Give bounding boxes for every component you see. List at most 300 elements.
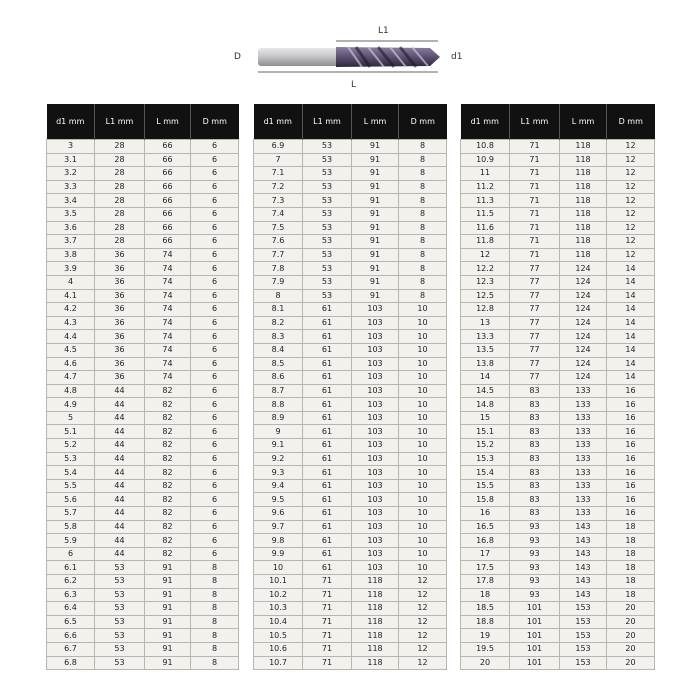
table-cell: 14 — [607, 289, 655, 303]
table-cell: 8 — [191, 615, 239, 629]
table-row — [254, 602, 447, 616]
column-header: D mm — [607, 104, 655, 140]
table-cell: 10 — [399, 466, 447, 480]
table-row — [254, 140, 447, 154]
table-cell: 20 — [607, 629, 655, 643]
table-row — [254, 534, 447, 548]
table-cell: 6 — [191, 425, 239, 439]
table-cell: 133 — [560, 439, 607, 453]
table-cell: 66 — [145, 207, 191, 221]
table-cell: 14 — [607, 343, 655, 357]
table-cell: 8.7 — [254, 384, 303, 398]
table-cell: 103 — [352, 384, 399, 398]
table-row — [254, 275, 447, 289]
table-cell: 82 — [145, 493, 191, 507]
table-cell: 91 — [145, 629, 191, 643]
table-cell: 133 — [560, 425, 607, 439]
table-row — [47, 629, 239, 643]
table-cell: 103 — [352, 493, 399, 507]
table-cell: 17.8 — [461, 575, 510, 589]
table-cell: 5.3 — [47, 452, 95, 466]
table-cell: 13.5 — [461, 343, 510, 357]
table-cell: 82 — [145, 479, 191, 493]
column-header: L mm — [145, 104, 191, 140]
table-cell: 18 — [607, 534, 655, 548]
table-cell: 71 — [510, 207, 560, 221]
table-cell: 124 — [560, 303, 607, 317]
table-cell: 4.1 — [47, 289, 95, 303]
table-cell: 82 — [145, 466, 191, 480]
table-cell: 36 — [95, 371, 145, 385]
table-cell: 82 — [145, 439, 191, 453]
table-cell: 8 — [399, 180, 447, 194]
table-cell: 6.8 — [47, 656, 95, 670]
table-cell: 6 — [191, 248, 239, 262]
table-cell: 28 — [95, 235, 145, 249]
table-row — [254, 575, 447, 589]
table-cell: 66 — [145, 167, 191, 181]
table-row — [254, 343, 447, 357]
table-row — [254, 561, 447, 575]
table-cell: 14.5 — [461, 384, 510, 398]
table-cell: 10 — [399, 425, 447, 439]
table-cell: 101 — [510, 615, 560, 629]
table-cell: 16.8 — [461, 534, 510, 548]
table-cell: 36 — [95, 275, 145, 289]
table-row — [254, 656, 447, 670]
table-cell: 4.2 — [47, 303, 95, 317]
table-cell: 77 — [510, 262, 560, 276]
table-cell: 124 — [560, 262, 607, 276]
table-cell: 14 — [607, 303, 655, 317]
table-row — [254, 384, 447, 398]
table-cell: 6 — [191, 180, 239, 194]
table-row — [47, 289, 239, 303]
table-cell: 7.4 — [254, 207, 303, 221]
table-cell: 103 — [352, 425, 399, 439]
table-cell: 118 — [352, 629, 399, 643]
table-cell: 6 — [191, 466, 239, 480]
table-cell: 118 — [352, 602, 399, 616]
table-cell: 7.8 — [254, 262, 303, 276]
table-cell: 44 — [95, 547, 145, 561]
table-cell: 82 — [145, 425, 191, 439]
table-row — [47, 248, 239, 262]
table-cell: 17 — [461, 547, 510, 561]
table-cell: 53 — [303, 153, 352, 167]
table-cell: 91 — [352, 262, 399, 276]
table-cell: 11.5 — [461, 207, 510, 221]
table-row — [47, 602, 239, 616]
table-cell: 14 — [607, 357, 655, 371]
table-cell: 10.9 — [461, 153, 510, 167]
table-cell: 36 — [95, 262, 145, 276]
table-cell: 77 — [510, 289, 560, 303]
table-cell: 74 — [145, 248, 191, 262]
table-cell: 103 — [352, 534, 399, 548]
table-row — [461, 235, 655, 249]
table-row — [461, 656, 655, 670]
table-cell: 36 — [95, 303, 145, 317]
table-cell: 36 — [95, 316, 145, 330]
table-cell: 77 — [510, 343, 560, 357]
table-cell: 82 — [145, 507, 191, 521]
table-cell: 91 — [352, 235, 399, 249]
table-row — [47, 575, 239, 589]
table-cell: 82 — [145, 411, 191, 425]
table-row — [461, 167, 655, 181]
table-cell: 61 — [303, 303, 352, 317]
table-cell: 5.1 — [47, 425, 95, 439]
table-cell: 93 — [510, 588, 560, 602]
table-cell: 8 — [399, 153, 447, 167]
table-cell: 8 — [399, 248, 447, 262]
table-cell: 71 — [510, 180, 560, 194]
table-cell: 8 — [399, 140, 447, 154]
table-row — [461, 140, 655, 154]
table-cell: 10 — [399, 507, 447, 521]
table-cell: 103 — [352, 452, 399, 466]
table-cell: 77 — [510, 275, 560, 289]
table-row — [47, 330, 239, 344]
table-cell: 12 — [399, 642, 447, 656]
table-cell: 18 — [607, 575, 655, 589]
table-cell: 103 — [352, 316, 399, 330]
table-cell: 44 — [95, 439, 145, 453]
table-cell: 10 — [399, 547, 447, 561]
table-cell: 77 — [510, 330, 560, 344]
table-cell: 14 — [607, 275, 655, 289]
table-cell: 53 — [303, 140, 352, 154]
table-cell: 12 — [607, 235, 655, 249]
table-cell: 103 — [352, 439, 399, 453]
table-cell: 10 — [399, 316, 447, 330]
table-cell: 61 — [303, 316, 352, 330]
table-cell: 28 — [95, 140, 145, 154]
table-cell: 93 — [510, 520, 560, 534]
table-cell: 14 — [607, 316, 655, 330]
table-cell: 13.8 — [461, 357, 510, 371]
table-cell: 103 — [352, 303, 399, 317]
table-row — [47, 411, 239, 425]
table-cell: 16.5 — [461, 520, 510, 534]
table-row — [254, 615, 447, 629]
table-cell: 83 — [510, 398, 560, 412]
table-cell: 124 — [560, 330, 607, 344]
table-cell: 101 — [510, 642, 560, 656]
table-row — [461, 575, 655, 589]
table-cell: 15.2 — [461, 439, 510, 453]
table-cell: 133 — [560, 493, 607, 507]
table-cell: 91 — [145, 602, 191, 616]
label-l: L — [351, 80, 357, 90]
table-cell: 53 — [303, 194, 352, 208]
table-cell: 91 — [352, 275, 399, 289]
table-cell: 143 — [560, 534, 607, 548]
table-row — [254, 479, 447, 493]
table-cell: 44 — [95, 384, 145, 398]
table-cell: 71 — [303, 602, 352, 616]
table-cell: 91 — [145, 588, 191, 602]
table-row — [461, 194, 655, 208]
table-cell: 15.1 — [461, 425, 510, 439]
table-cell: 12 — [607, 221, 655, 235]
table-row — [461, 507, 655, 521]
table-cell: 4 — [47, 275, 95, 289]
table-cell: 124 — [560, 343, 607, 357]
table-cell: 7 — [254, 153, 303, 167]
table-cell: 44 — [95, 493, 145, 507]
table-cell: 8 — [399, 262, 447, 276]
table-cell: 82 — [145, 547, 191, 561]
label-l1: L1 — [378, 26, 389, 36]
table-cell: 6 — [191, 207, 239, 221]
table-cell: 10.5 — [254, 629, 303, 643]
table-cell: 7.3 — [254, 194, 303, 208]
table-cell: 12 — [399, 575, 447, 589]
table-cell: 12.5 — [461, 289, 510, 303]
table-cell: 8.5 — [254, 357, 303, 371]
table-cell: 28 — [95, 221, 145, 235]
table-cell: 74 — [145, 371, 191, 385]
table-cell: 16 — [607, 398, 655, 412]
table-row — [254, 547, 447, 561]
table-cell: 10 — [399, 398, 447, 412]
table-cell: 12 — [607, 140, 655, 154]
table-cell: 9.7 — [254, 520, 303, 534]
table-cell: 9 — [254, 425, 303, 439]
table-row — [47, 167, 239, 181]
table-cell: 12 — [461, 248, 510, 262]
table-cell: 103 — [352, 411, 399, 425]
table-cell: 77 — [510, 357, 560, 371]
table-cell: 103 — [352, 371, 399, 385]
table-cell: 15.4 — [461, 466, 510, 480]
table-cell: 28 — [95, 180, 145, 194]
table-row — [254, 289, 447, 303]
table-cell: 103 — [352, 479, 399, 493]
table-cell: 6.5 — [47, 615, 95, 629]
table-cell: 118 — [352, 642, 399, 656]
table-cell: 4.9 — [47, 398, 95, 412]
table-cell: 6 — [191, 153, 239, 167]
table-cell: 53 — [303, 275, 352, 289]
table-cell: 82 — [145, 534, 191, 548]
column-header: L mm — [560, 104, 607, 140]
table-cell: 11 — [461, 167, 510, 181]
table-cell: 118 — [560, 153, 607, 167]
table-row — [461, 642, 655, 656]
table-cell: 3.8 — [47, 248, 95, 262]
table-row — [254, 466, 447, 480]
table-row — [461, 479, 655, 493]
column-header: D mm — [399, 104, 447, 140]
table-cell: 83 — [510, 452, 560, 466]
table-cell: 91 — [145, 656, 191, 670]
table-cell: 133 — [560, 384, 607, 398]
table-cell: 118 — [560, 235, 607, 249]
table-cell: 7.9 — [254, 275, 303, 289]
table-row — [461, 153, 655, 167]
table-row — [254, 330, 447, 344]
table-cell: 9.5 — [254, 493, 303, 507]
table-cell: 4.5 — [47, 343, 95, 357]
table-row — [461, 615, 655, 629]
table-row — [47, 398, 239, 412]
table-cell: 143 — [560, 520, 607, 534]
table-row — [461, 221, 655, 235]
label-d: D — [234, 52, 241, 62]
table-cell: 133 — [560, 411, 607, 425]
table-cell: 77 — [510, 371, 560, 385]
table-cell: 8.3 — [254, 330, 303, 344]
table-row — [461, 384, 655, 398]
table-cell: 44 — [95, 425, 145, 439]
table-row — [47, 343, 239, 357]
table-cell: 10 — [399, 439, 447, 453]
table-cell: 4.6 — [47, 357, 95, 371]
table-cell: 13.3 — [461, 330, 510, 344]
table-row — [461, 357, 655, 371]
table-cell: 20 — [607, 656, 655, 670]
table-cell: 74 — [145, 275, 191, 289]
table-row — [47, 384, 239, 398]
table-cell: 3.2 — [47, 167, 95, 181]
table-cell: 6.7 — [47, 642, 95, 656]
table-cell: 9.1 — [254, 439, 303, 453]
table-cell: 71 — [510, 235, 560, 249]
table-cell: 6 — [191, 289, 239, 303]
table-row — [47, 656, 239, 670]
table-cell: 66 — [145, 153, 191, 167]
table-cell: 6 — [191, 357, 239, 371]
table-cell: 6 — [191, 140, 239, 154]
table-cell: 91 — [352, 194, 399, 208]
table-cell: 12 — [399, 615, 447, 629]
table-cell: 53 — [95, 629, 145, 643]
table-cell: 93 — [510, 575, 560, 589]
table-cell: 44 — [95, 398, 145, 412]
table-row — [47, 507, 239, 521]
table-cell: 16 — [607, 466, 655, 480]
table-cell: 103 — [352, 398, 399, 412]
table-cell: 91 — [352, 180, 399, 194]
table-cell: 4.3 — [47, 316, 95, 330]
table-cell: 19.5 — [461, 642, 510, 656]
table-row — [47, 235, 239, 249]
table-row — [254, 493, 447, 507]
table-cell: 12 — [607, 248, 655, 262]
table-cell: 12 — [607, 167, 655, 181]
table-cell: 20 — [607, 602, 655, 616]
table-cell: 53 — [95, 602, 145, 616]
table-cell: 18.5 — [461, 602, 510, 616]
table-row — [461, 275, 655, 289]
table-row — [461, 534, 655, 548]
table-cell: 6 — [191, 262, 239, 276]
table-cell: 14 — [607, 262, 655, 276]
table-cell: 15.5 — [461, 479, 510, 493]
table-cell: 143 — [560, 588, 607, 602]
table-header-row — [461, 104, 655, 140]
table-cell: 82 — [145, 398, 191, 412]
table-row — [461, 207, 655, 221]
table-cell: 53 — [303, 180, 352, 194]
table-row — [47, 303, 239, 317]
column-header: L1 mm — [95, 104, 145, 140]
table-cell: 61 — [303, 479, 352, 493]
table-cell: 53 — [303, 221, 352, 235]
table-cell: 6 — [47, 547, 95, 561]
table-cell: 10 — [399, 303, 447, 317]
table-cell: 5.2 — [47, 439, 95, 453]
table-cell: 143 — [560, 561, 607, 575]
table-row — [461, 371, 655, 385]
table-cell: 16 — [607, 479, 655, 493]
table-row — [254, 411, 447, 425]
table-cell: 4.7 — [47, 371, 95, 385]
table-cell: 36 — [95, 357, 145, 371]
table-cell: 77 — [510, 303, 560, 317]
table-cell: 14 — [461, 371, 510, 385]
table-cell: 74 — [145, 343, 191, 357]
table-cell: 91 — [352, 207, 399, 221]
table-cell: 61 — [303, 452, 352, 466]
column-header: L1 mm — [303, 104, 352, 140]
table-cell: 5 — [47, 411, 95, 425]
table-cell: 8 — [399, 167, 447, 181]
table-cell: 66 — [145, 140, 191, 154]
table-cell: 6.9 — [254, 140, 303, 154]
table-cell: 16 — [607, 507, 655, 521]
label-d1: d1 — [451, 52, 463, 62]
table-cell: 71 — [510, 153, 560, 167]
table-cell: 8 — [399, 235, 447, 249]
table-cell: 3.1 — [47, 153, 95, 167]
table-cell: 133 — [560, 398, 607, 412]
table-cell: 6 — [191, 411, 239, 425]
table-row — [47, 371, 239, 385]
table-cell: 10 — [399, 452, 447, 466]
table-cell: 83 — [510, 466, 560, 480]
table-row — [254, 262, 447, 276]
table-cell: 10.8 — [461, 140, 510, 154]
table-cell: 61 — [303, 398, 352, 412]
table-cell: 71 — [303, 615, 352, 629]
table-row — [47, 153, 239, 167]
table-row — [254, 439, 447, 453]
table-cell: 7.2 — [254, 180, 303, 194]
table-cell: 6 — [191, 167, 239, 181]
table-cell: 10 — [399, 520, 447, 534]
table-cell: 61 — [303, 520, 352, 534]
table-row — [47, 275, 239, 289]
table-cell: 9.8 — [254, 534, 303, 548]
table-cell: 7.6 — [254, 235, 303, 249]
table-cell: 14 — [607, 371, 655, 385]
table-cell: 8 — [191, 656, 239, 670]
table-cell: 118 — [352, 615, 399, 629]
table-cell: 91 — [145, 561, 191, 575]
table-cell: 8 — [399, 194, 447, 208]
table-cell: 8 — [399, 207, 447, 221]
table-cell: 10.2 — [254, 588, 303, 602]
table-cell: 118 — [560, 180, 607, 194]
table-cell: 118 — [560, 167, 607, 181]
table-cell: 6.1 — [47, 561, 95, 575]
table-cell: 8 — [191, 629, 239, 643]
table-row — [461, 547, 655, 561]
